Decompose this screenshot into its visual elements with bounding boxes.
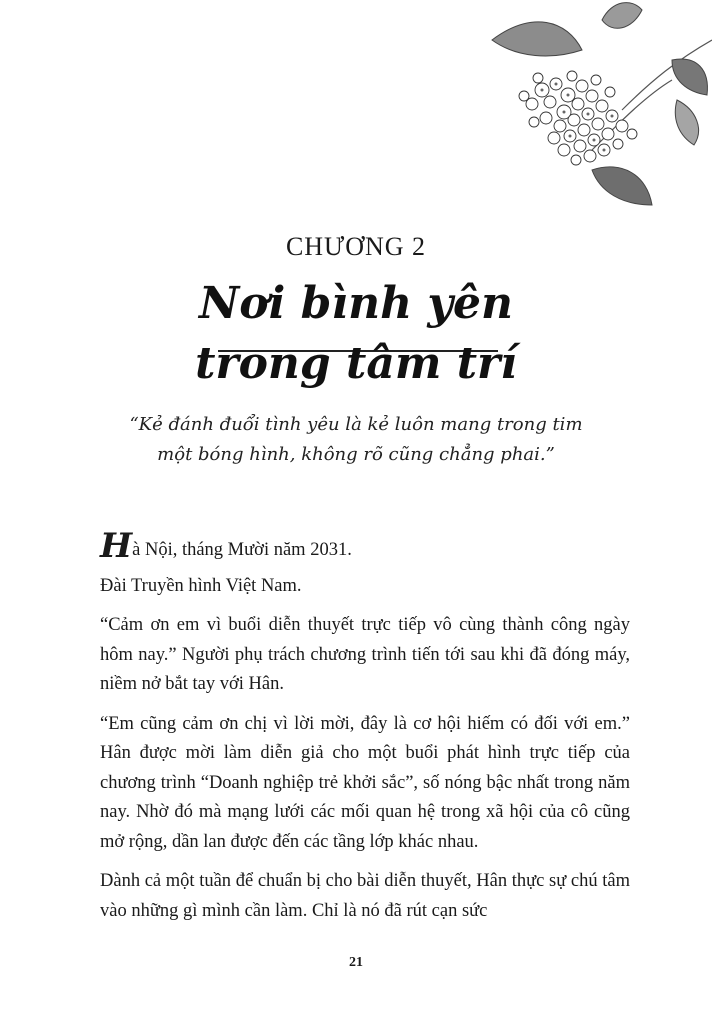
paragraph-opening-text: à Nội, tháng Mười năm 2031. xyxy=(132,540,352,560)
paragraph: Dành cả một tuần để chuẩn bị cho bài diễn thuyết, Hân thực sự chú tâm vào những gì mình cần làm. Chỉ là nó đã rút cạn sức xyxy=(100,871,630,921)
paragraph: “Cảm ơn em vì buổi diễn thuyết trực tiếp vô cùng thành công ngày hôm nay.” Người phụ trách chương trình tiến tới sau khi đã đóng máy, niềm nở bắt tay với Hân. xyxy=(100,615,630,694)
lilac-flower-icon xyxy=(472,0,712,220)
epigraph-line-2: một bóng hình, không rõ cũng chẳng phai.” xyxy=(157,444,555,465)
chapter-body xyxy=(100,526,630,936)
drop-cap: H xyxy=(100,526,133,566)
epigraph-line-1: “Kẻ đánh đuổi tình yêu là kẻ luôn mang trong tim xyxy=(129,414,583,435)
paragraph-opening xyxy=(100,526,630,566)
paragraph: “Em cũng cảm ơn chị vì lời mời, đây là cơ hội hiếm có đối với em.” Hân được mời làm diễn giả cho một buổi phát hình trực tiếp của chương trình “Doanh nghiệp trẻ khởi sắc”, số nóng bậc nhất trong năm nay. Nhờ đó mà mạng lưới các mối quan hệ trong xã hội của cô cũng mở rộng, dần lan được đến các tầng lớp khác nhau. xyxy=(100,713,630,852)
epigraph xyxy=(0,410,712,470)
chapter-title-line-1: Nơi bình yên xyxy=(199,278,513,329)
chapter-title-line-2: trong tâm trí xyxy=(195,338,517,389)
paragraph: Đài Truyền hình Việt Nam. xyxy=(100,575,302,596)
chapter-label: CHƯƠNG 2 xyxy=(285,232,427,261)
page-number: 21 xyxy=(349,955,363,970)
